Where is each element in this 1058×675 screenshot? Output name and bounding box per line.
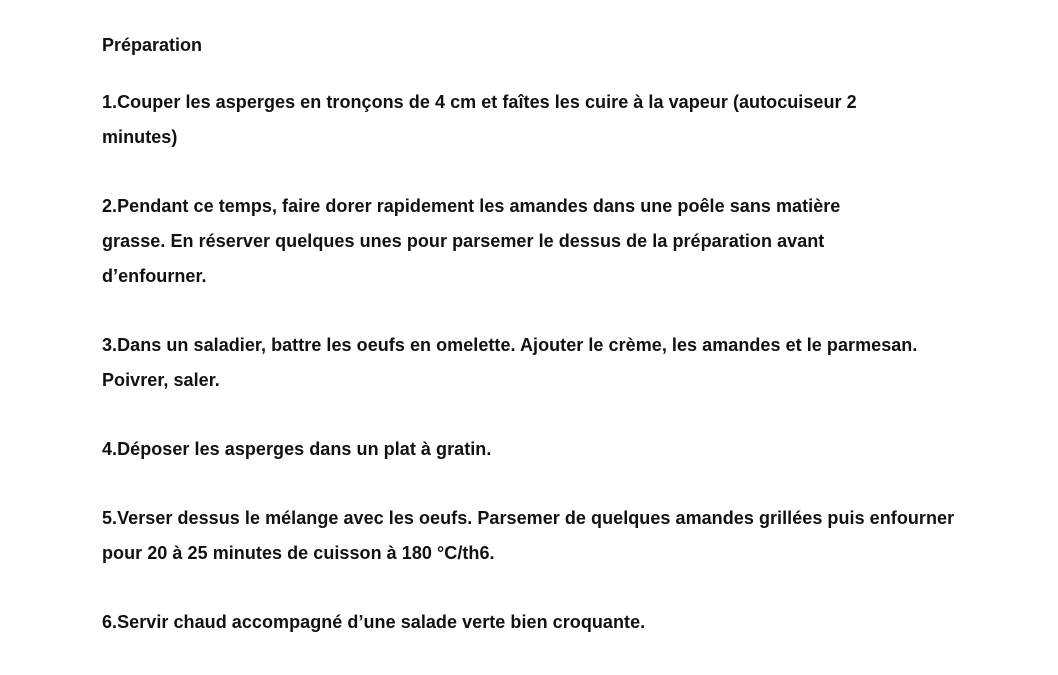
step-5: 5.Verser dessus le mélange avec les oeufs. Parsemer de quelques amandes grillées puis enfourner pour 20 à 25 minutes de cuisson à 180 °C/th6.	[102, 508, 955, 563]
recipe-instructions	[102, 31, 982, 640]
step-4: 4.Déposer les asperges dans un plat à gratin.	[102, 439, 492, 459]
step-6: 6.Servir chaud accompagné d’une salade verte bien croquante.	[102, 612, 646, 632]
section-heading: Préparation	[102, 35, 203, 55]
step-3: 3.Dans un saladier, battre les oeufs en omelette. Ajouter le crème, les amandes et le parmesan. Poivrer, saler.	[102, 335, 918, 390]
step-1: 1.Couper les asperges en tronçons de 4 cm et faîtes les cuire à la vapeur (autocuiseur 2 minutes)	[102, 92, 857, 147]
step-2: 2.Pendant ce temps, faire dorer rapidement les amandes dans une poêle sans matière grasse. En réserver quelques unes pour parsemer le dessus de la préparation avant d’enfourner.	[102, 196, 841, 286]
steps-list	[102, 85, 982, 640]
